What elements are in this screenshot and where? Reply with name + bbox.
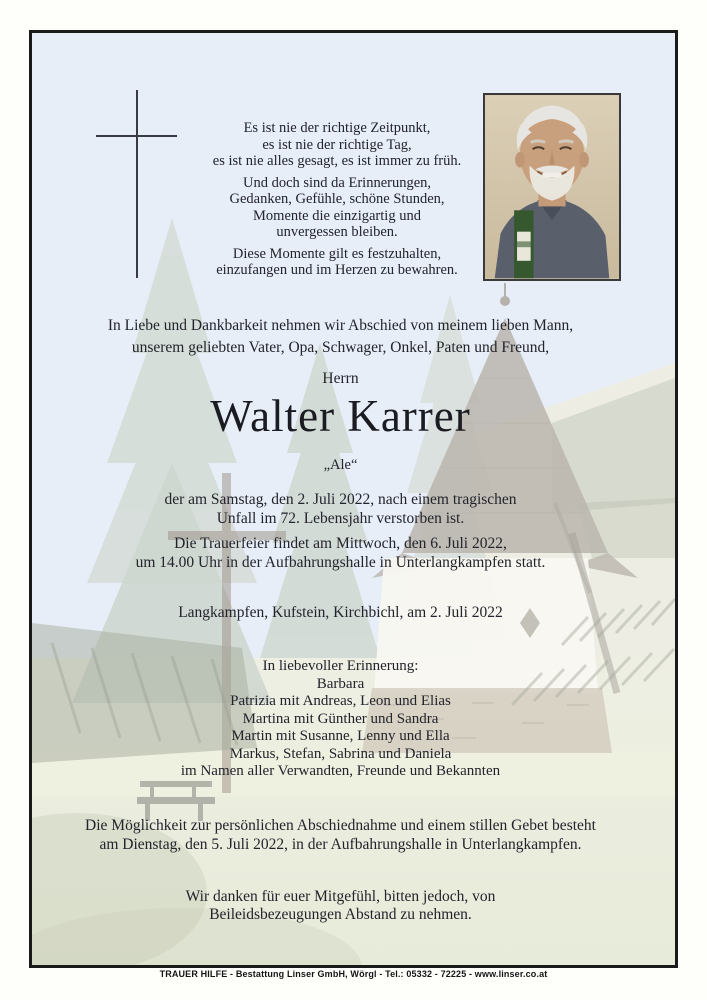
condolence-note <box>32 888 649 924</box>
poem-line: Es ist nie der richtige Zeitpunkt, <box>243 120 431 136</box>
deceased-nickname: „Ale“ <box>323 457 358 473</box>
poem-line: einzufangen und im Herzen zu bewahren. <box>216 262 458 278</box>
remembrance-name: Barbara <box>316 675 365 692</box>
funeral-info-line: Die Trauerfeier findet am Mittwoch, den 6. Juli 2022, <box>174 535 507 552</box>
viewing-info-line: Die Möglichkeit zur persönlichen Abschiednahme und einem stillen Gebet besteht <box>85 817 596 834</box>
death-info-line: der am Samstag, den 2. Juli 2022, nach einem tragischen <box>164 491 517 508</box>
funeral-info-line: um 14.00 Uhr in der Aufbahrungshalle in Unterlangkampfen statt. <box>135 554 546 571</box>
poem-stanza <box>150 246 524 279</box>
poem-line: Gedanken, Gefühle, schöne Stunden, <box>229 191 445 207</box>
viewing-info-line: am Dienstag, den 5. Juli 2022, in der Aufbahrungshalle in Unterlangkampfen. <box>99 836 582 853</box>
viewing-info <box>32 816 649 854</box>
deceased-name: Walter Karrer <box>210 391 471 441</box>
remembrance-name: Markus, Stefan, Sabrina und Daniela <box>229 745 452 762</box>
remembrance-name: Martin mit Susanne, Lenny und Ella <box>231 728 450 744</box>
remembrance-name: Patrizia mit Andreas, Leon und Elias <box>230 693 451 709</box>
poem-line: es ist nie alles gesagt, es ist immer zu früh. <box>212 153 462 169</box>
memorial-poem <box>150 120 524 279</box>
intro-text <box>32 315 649 358</box>
death-info <box>32 490 649 528</box>
remembrance-name: Martina mit Günther und Sandra <box>242 710 439 727</box>
poem-stanza <box>150 175 524 241</box>
intro-line: In Liebe und Dankbarkeit nehmen wir Abschied von meinem lieben Mann, <box>107 317 574 334</box>
intro-line: unserem geliebten Vater, Opa, Schwager, Onkel, Paten und Freund, <box>131 338 550 356</box>
remembrance-title: In liebevoller Erinnerung: <box>262 658 419 674</box>
funeral-info <box>32 534 649 572</box>
funeral-home-footer: TRAUER HILFE - Bestattung Linser GmbH, Wörgl - Tel.: 05332 - 72225 - www.linser.co.at <box>159 969 548 979</box>
poem-line: es ist nie der richtige Tag, <box>262 136 412 153</box>
poem-line: Diese Momente gilt es festzuhalten, <box>232 245 442 262</box>
poem-line: unvergessen bleiben. <box>276 224 398 240</box>
remembrance-name: im Namen aller Verwandten, Freunde und Bekannten <box>180 763 501 779</box>
obituary-card <box>29 30 678 968</box>
poem-line: Und doch sind da Erinnerungen, <box>242 174 432 191</box>
place-and-date: Langkampfen, Kufstein, Kirchbichl, am 2. Juli 2022 <box>178 604 503 621</box>
poem-line: Momente die einzigartig und <box>253 207 421 224</box>
salutation: Herrn <box>322 370 359 387</box>
poem-stanza <box>150 120 524 170</box>
remembrance-list <box>32 658 649 781</box>
death-info-line: Unfall im 72. Lebensjahr verstorben ist. <box>216 510 465 527</box>
condolence-line: Beileidsbezeugungen Abstand zu nehmen. <box>209 906 472 923</box>
condolence-line: Wir danken für euer Mitgefühl, bitten jedoch, von <box>185 888 496 905</box>
